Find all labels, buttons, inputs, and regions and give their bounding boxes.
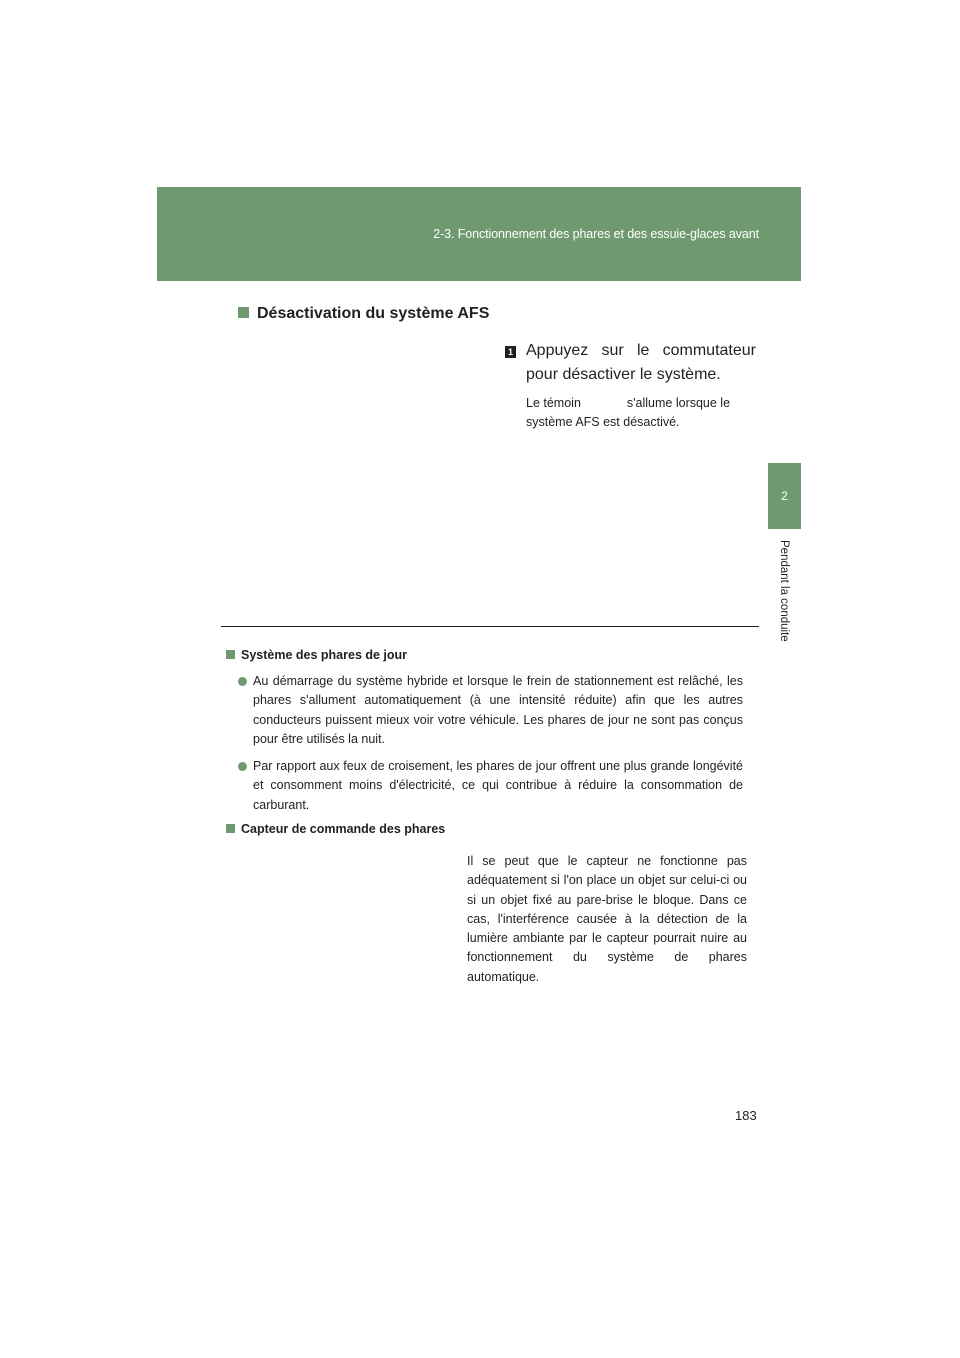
list-item-text: Au démarrage du système hybride et lorsque le frein de stationnement est relâché, les phares s'allument automatiquement (à une intensité réduite) afin que les autres conducteurs puissent mieux voir votre véhicule. Les phares de jour ne sont pas conçus pour être utilisés la nuit. bbox=[253, 674, 743, 746]
list-item-text: Par rapport aux feux de croisement, les phares de jour offrent une plus grande longévité et consomment moins d'électricité, ce qui contribue à réduire la consommation de carburant. bbox=[253, 759, 743, 812]
step-note-part2: s'allume lorsque le système AFS est désactivé. bbox=[526, 396, 731, 429]
chapter-label-container bbox=[770, 540, 798, 670]
list-item bbox=[238, 757, 743, 815]
daytime-lights-heading-text: Système des phares de jour bbox=[241, 648, 408, 662]
step-note bbox=[526, 394, 756, 432]
step-note-part1: Le témoin bbox=[526, 396, 581, 410]
chapter-label: Pendant la conduite bbox=[778, 540, 790, 642]
step-number-badge: 1 bbox=[505, 346, 516, 358]
chapter-number: 2 bbox=[781, 489, 788, 503]
page-number: 183 bbox=[735, 1108, 757, 1123]
list-item bbox=[238, 672, 743, 749]
heading-square-icon bbox=[226, 650, 235, 659]
header-band bbox=[157, 187, 801, 281]
bullet-dot-icon bbox=[238, 677, 247, 686]
section-divider bbox=[221, 626, 759, 627]
bullet-dot-icon bbox=[238, 762, 247, 771]
afs-heading-text: Désactivation du système AFS bbox=[257, 305, 490, 322]
afs-heading bbox=[238, 305, 489, 323]
section-title: 2-3. Fonctionnement des phares et des essuie-glaces avant bbox=[433, 227, 759, 241]
sensor-description: Il se peut que le capteur ne fonctionne pas adéquatement si l'on place un objet sur celui-ci ou si un objet fixé au pare-brise le bloque. Dans ce cas, l'interférence causée à la détection de la lumière ambiante par le capteur pourrait nuire au fonctionnement du système de phares automatique. bbox=[467, 854, 747, 984]
sensor-heading bbox=[226, 822, 445, 836]
step-instruction: Appuyez sur le commutateur pour désactiver le système. bbox=[526, 342, 756, 383]
heading-square-icon bbox=[238, 307, 249, 318]
chapter-tab bbox=[768, 463, 801, 529]
sensor-heading-text: Capteur de commande des phares bbox=[241, 822, 446, 836]
heading-square-icon bbox=[226, 824, 235, 833]
daytime-lights-heading bbox=[226, 648, 407, 662]
